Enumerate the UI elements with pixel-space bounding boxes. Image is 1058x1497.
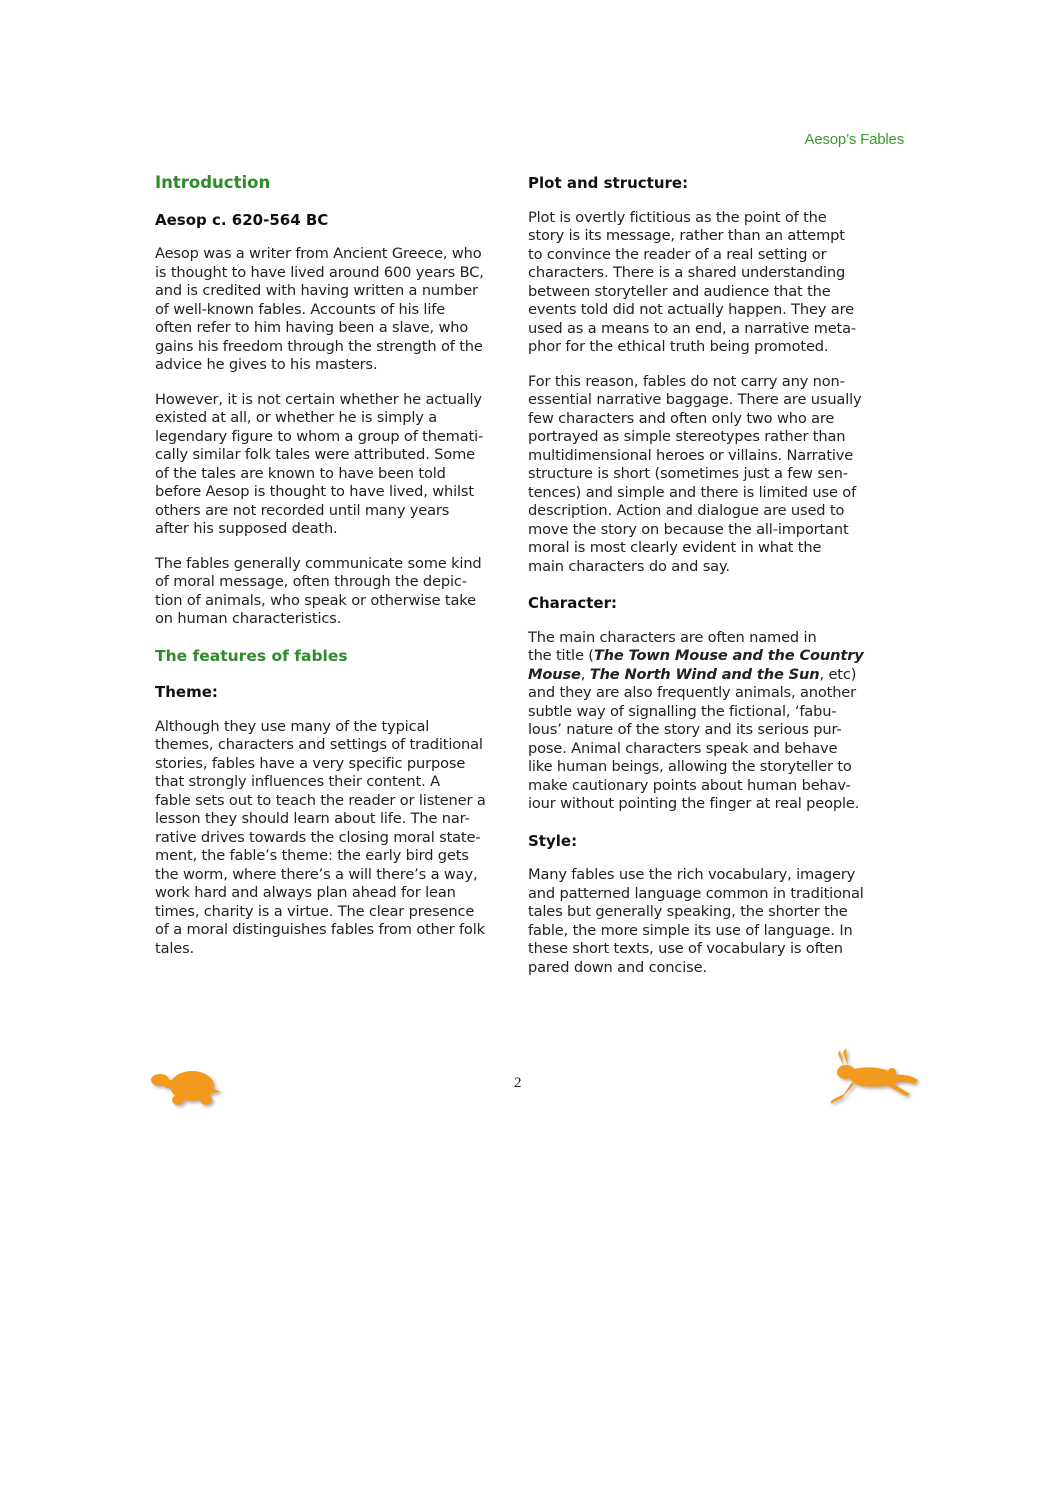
fable-title-town-mouse: The Town Mouse and the Country [593,647,864,664]
style-heading: Style: [528,831,578,850]
plot-paragraph-1: Plot is overtly fictitious as the point of the story is its message, rather than an attempt to convince the reader of a real setting or characters. There is a shared understanding between storyteller and audience that the events told did not actually happen. They are used as a means to an end, a narrative meta- phor for the ethical truth being promoted. [528,208,857,355]
turtle-icon [148,1062,224,1110]
theme-heading: Theme: [155,683,218,701]
character-heading: Character: [528,594,617,612]
fable-title-north-wind: The North Wind and the Sun [589,665,820,683]
fable-title-town-mouse-end: Mouse [528,665,581,683]
hare-icon [822,1046,922,1110]
page-number: 2 [514,1075,522,1091]
features-heading: The features of fables [155,646,348,665]
right-column [528,172,890,977]
plot-heading: Plot and structure: [528,174,689,192]
left-column [155,172,517,958]
aesop-heading: Aesop c. 620-564 BC [155,210,329,229]
aesop-paragraph-3: The fables generally communicate some kind of moral message, often through the depic- tion of animals, who speak or otherwise take on human characteristics. [155,554,482,627]
introduction-heading: Introduction [155,173,271,192]
plot-paragraph-2: For this reason, fables do not carry any non- essential narrative baggage. There are usually few characters and often only two who are portrayed as simple stereotypes rather than multidimensional heroes or villains. Narrative structure is short (sometimes just a few sen- tences) and simple and there is limited use of description. Action and dialogue are used to move the story on because the all-important moral is most clearly evident in what the main characters do and say. [528,372,862,575]
character-paragraph: The main characters are often named in the title (The Town Mouse and the Country Mouse, The North Wind and the Sun, etc) and they are also frequently animals, another subtle way of signalling the fictional, ‘fabu- lous’ nature of the story and its serious pur- pose. Animal characters speak and behave like human beings, allowing the storyteller to make cautionary points about human behav- iour without pointing the finger at real people. [528,628,864,812]
aesop-paragraph-1: Aesop was a writer from Ancient Greece, who is thought to have lived around 600 years BC, and is credited with having written a number of well-known fables. Accounts of his life often refer to him having been a slave, who gains his freedom through the strength of the advice he gives to his masters. [155,245,484,373]
style-paragraph: Many fables use the rich vocabulary, imagery and patterned language common in traditional tales but generally speaking, the shorter the fable, the more simple its use of language. In these short texts, use of vocabulary is often pared down and concise. [528,866,864,976]
aesop-paragraph-2: However, it is not certain whether he actually existed at all, or whether he is simply a legendary figure to whom a group of themati- cally similar folk tales were attributed. Some of the tales are known to have been told before Aesop is thought to have lived, whilst others are not recorded until many years after his supposed death. [155,390,484,537]
running-header: Aesop’s Fables [804,131,904,148]
theme-paragraph: Although they use many of the typical themes, characters and settings of traditional stories, fables have a very specific purpose that strongly influences their content. A fable sets out to teach the reader or listener a lesson they should learn about life. The nar- rative drives towards the closing moral state- ment, the fable’s theme: the early bird gets the worm, where there’s a will there’s a way, work hard and always plan ahead for lean times, charity is a virtue. The clear presence of a moral distinguishes fables from other folk tales. [155,717,486,957]
